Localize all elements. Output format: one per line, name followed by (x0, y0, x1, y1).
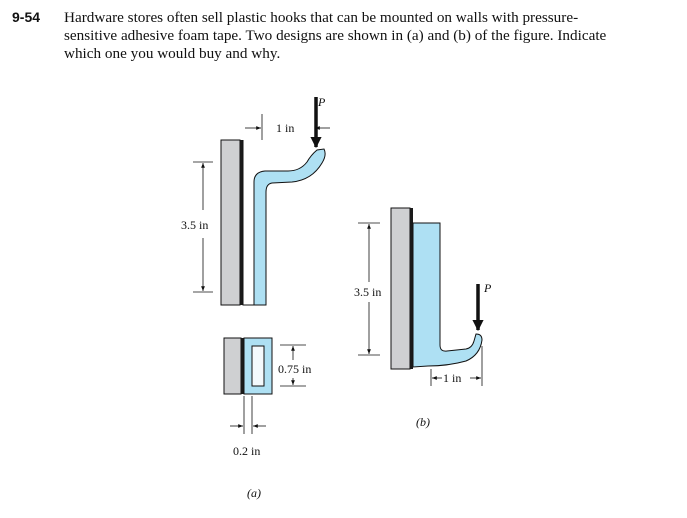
wall-a-section (224, 338, 241, 394)
hook-body-a (243, 140, 325, 305)
caption-a: (a) (247, 486, 261, 500)
dim-a-thick-label: 0.75 in (278, 362, 312, 376)
hook-body-b (413, 223, 482, 367)
load-label-b: P (484, 281, 492, 295)
hook-b-side-view (391, 208, 482, 369)
problem-line-3: which one you would buy and why. (64, 45, 281, 62)
hook-a-side-view (221, 140, 325, 305)
hook-a-cross-section (224, 338, 272, 394)
caption-b: (b) (416, 415, 430, 429)
dim-a-top-label: 1 in (276, 121, 295, 135)
hook-a-section-inner (252, 346, 264, 386)
problem-line-1: 9-54 Hardware stores often sell plastic hooks that can be mounted on walls with pressure- (12, 9, 579, 26)
dim-a-tape-label: 0.2 in (233, 444, 261, 458)
problem-number: 9-54 (12, 9, 41, 25)
wall-b (391, 208, 410, 369)
dim-b-width-label: 1 in (443, 371, 462, 385)
load-label-a: P (318, 95, 326, 109)
dim-a-height-label: 3.5 in (181, 218, 209, 232)
problem-line-2: sensitive adhesive foam tape. Two designs are shown in (a) and (b) of the figure. Indicate (64, 27, 607, 44)
wall-a (221, 140, 240, 305)
dim-b-height-label: 3.5 in (354, 285, 382, 299)
